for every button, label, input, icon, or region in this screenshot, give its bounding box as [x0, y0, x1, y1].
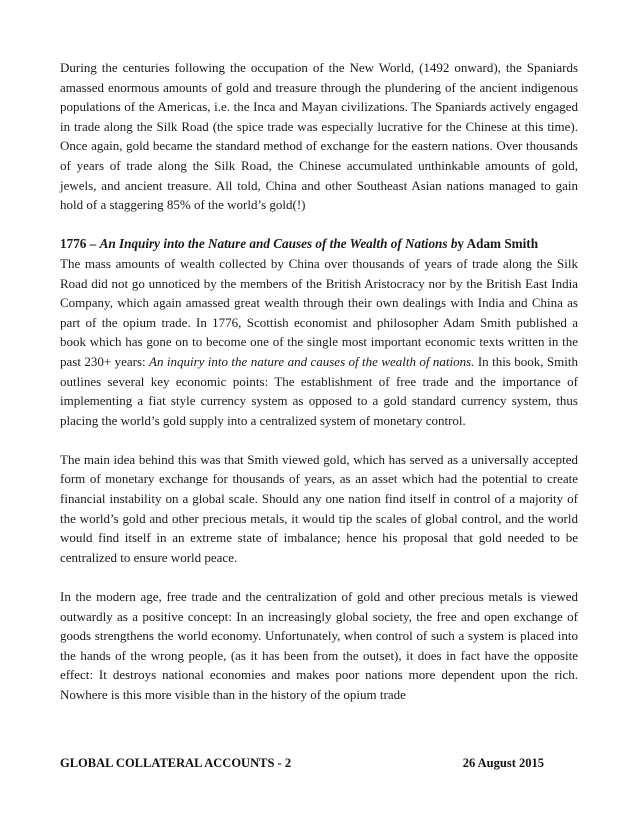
document-page [60, 58, 578, 705]
heading-book-title: An Inquiry into the Nature and Causes of the Wealth of Nations b [99, 236, 458, 252]
paragraph-gold-centralization: The main idea behind this was that Smith viewed gold, which has served as a universally accepted form of monetary exchange for thousands of years, as an asset which had the potential to create financial instability on a global scale. Should any one nation find itself in control of a majority of the world’s gold and other precious metals, it would tip the scales of global control, and the world would find itself in an extreme state of imbalance; hence his proposal that gold needed to be centralized to ensure world peace. [60, 451, 578, 565]
section-heading [60, 234, 578, 254]
footer-date: 26 August 2015 [462, 756, 544, 770]
paragraph-free-trade: In the modern age, free trade and the centralization of gold and other precious metals is viewed outwardly as a positive concept: In an increasingly global society, the free and open exchange of goods strengthens the world economy. Unfortunately, when control of such a system is placed into the hands of the wrong people, (as it has been from the outset), it does in fact have the opposite effect: It destroys national economies and makes poor nations more dependent upon the rich. Nowhere is this more visible than in the history of the opium trade [60, 589, 578, 702]
paragraph-adam-smith-part-2: In this book, Smith outlines several key economic points: The establishment of free trade and the importance of implementing a fiat style currency system as opposed to a gold standard currency system, thus placing the world’s gold supply into a centralized system of monetary control. [60, 353, 578, 428]
footer-document-title: GLOBAL COLLATERAL ACCOUNTS - 2 [60, 756, 292, 770]
paragraph-adam-smith-book-title: An inquiry into the nature and causes of the wealth of nations. [149, 353, 475, 369]
paragraph-adam-smith [60, 254, 578, 430]
heading-year: 1776 – [60, 236, 100, 252]
heading-author: y Adam Smith [457, 236, 539, 252]
page-footer [60, 756, 578, 771]
paragraph-new-world: During the centuries following the occupation of the New World, (1492 onward), the Spaniards amassed enormous amounts of gold and treasure through the plundering of the ancient indigenous populations of the Americas, i.e. the Inca and Mayan civilizations. The Spaniards actively engaged in trade along the Silk Road (the spice trade was especially lucrative for the Chinese at this time). Once again, gold became the standard method of exchange for the eastern nations. Over thousands of years of trade along the Silk Road, the Chinese accumulated unthinkable amounts of gold, jewels, and ancient treasure. All told, China and other Southeast Asian nations managed to gain hold of a staggering 85% of the world’s gold(!) [60, 60, 578, 213]
paragraph-adam-smith-part-1: The mass amounts of wealth collected by China over thousands of years of trade along the Silk Road did not go unnoticed by the members of the British Aristocracy nor by the British East India Company, which again amassed great wealth through their own dealings with India and China as part of the opium trade. In 1776, Scottish economist and philosopher Adam Smith published a book which has gone on to become one of the single most important economic texts written in the past 230+ years: [60, 255, 578, 369]
